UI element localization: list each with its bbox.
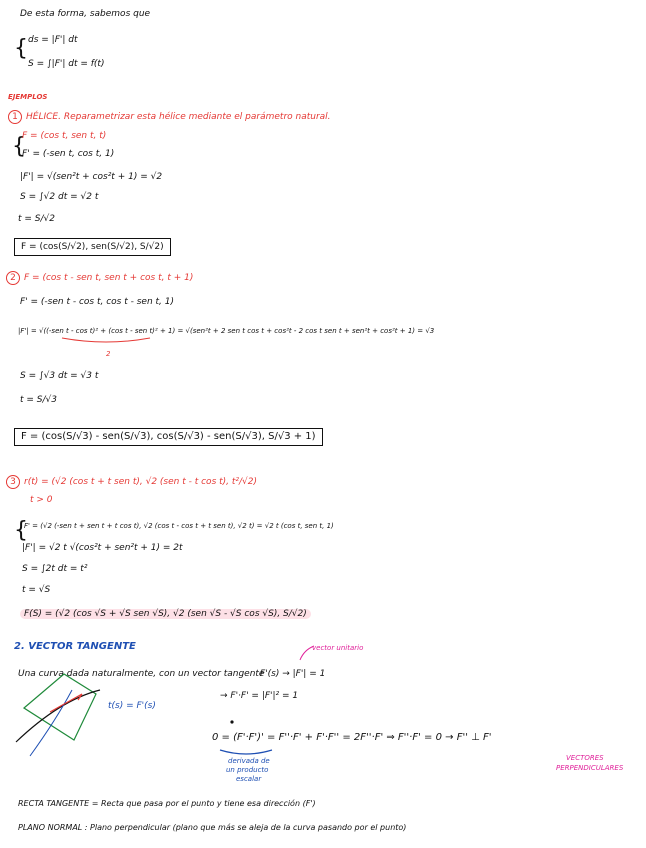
- curve-sketch: [16, 690, 100, 742]
- unit-vector-label: vector unitario: [312, 644, 364, 652]
- example-3-number: 3: [6, 475, 20, 489]
- ex2-line-2: |F'| = √((-sen t - cos t)² + (cos t - sen t)² + 1) = √(sen²t + 2 sen t cos t + cos²t - 2 cos t sen t + sen²t + cos²t + 1) = √3: [18, 327, 435, 335]
- system-brace: {: [14, 36, 28, 61]
- derivative-label-3: escalar: [236, 775, 262, 783]
- eq-s: S = ∫|F'| dt = f(t): [28, 59, 105, 69]
- ex1-brace: {: [12, 134, 26, 159]
- ex3-line-2: |F'| = √2 t √(cos²t + sen²t + 1) = 2t: [22, 543, 183, 553]
- intro-text: De esta forma, sabemos que: [20, 9, 151, 19]
- ex3-line-0: t > 0: [30, 495, 53, 505]
- ex1-line-5: t = S/√2: [18, 214, 55, 224]
- example-1-title-text: HÉLICE. Reparametrizar esta hélice mediante el parámetro natural.: [26, 112, 331, 122]
- example-2-title-text: F = (cos t - sen t, sen t + cos t, t + 1): [24, 273, 194, 283]
- derivative-dot: [230, 720, 233, 723]
- ex3-result-text: F(S) = (√2 (cos √S + √S sen √S), √2 (sen √S - √S cos √S), S/√2): [20, 609, 311, 619]
- ex1-result: F = (cos(S/√2), sen(S/√2), S/√2): [14, 238, 171, 256]
- ex3-line-4: t = √S: [22, 585, 51, 595]
- example-1-number: 1: [8, 110, 22, 124]
- ex1-line-1: F = (cos t, sen t, t): [22, 131, 107, 141]
- curve-blue-sketch: [30, 690, 72, 756]
- ex3-brace: {: [14, 518, 28, 543]
- ex2-note: 2: [106, 350, 111, 358]
- section-2-title: 2. VECTOR TANGENTE: [14, 641, 136, 652]
- unit-vector-arrow: [300, 646, 314, 660]
- perpendicular-label-2: PERPENDICULARES: [556, 764, 624, 772]
- ex2-underbrace: [62, 338, 150, 342]
- tangent-eq-3: 0 = (F'·F')' = F''·F' + F'·F'' = 2F''·F' ⇒ F''·F' = 0 → F'' ⊥ F': [212, 732, 492, 743]
- example-3-title-text: r(t) = (√2 (cos t + t sen t), √2 (sen t - t cos t), t²/√2): [24, 477, 258, 487]
- figure-label: t(s) = F'(s): [108, 701, 156, 711]
- derivative-label-1: derivada de: [228, 757, 270, 765]
- tangent-figure: [16, 674, 100, 756]
- tangent-eq-2: → F'·F' = |F'|² = 1: [220, 691, 299, 701]
- derivative-label-2: un producto: [226, 766, 269, 774]
- tangent-text-eq: F'(s) → |F'| = 1: [260, 669, 326, 679]
- ex1-line-2: F' = (-sen t, cos t, 1): [22, 149, 115, 159]
- example-2-number: 2: [6, 271, 20, 285]
- ex2-result: F = (cos(S/√3) - sen(S/√3), cos(S/√3) - sen(S/√3), S/√3 + 1): [14, 428, 323, 446]
- derivative-underbrace: [220, 750, 272, 754]
- ex1-line-3: |F'| = √(sen²t + cos²t + 1) = √2: [20, 172, 163, 182]
- ex2-line-1: F' = (-sen t - cos t, cos t - sen t, 1): [20, 297, 174, 307]
- tangent-text: Una curva dada naturalmente, con un vector tangente: [18, 669, 265, 679]
- tangent-line-definition: RECTA TANGENTE = Recta que pasa por el punto y tiene esa dirección (F'): [18, 799, 316, 808]
- examples-heading: EJEMPLOS: [8, 93, 48, 101]
- ex1-line-4: S = ∫√2 dt = √2 t: [20, 192, 99, 202]
- ex2-line-4: t = S/√3: [20, 395, 57, 405]
- ex2-line-3: S = ∫√3 dt = √3 t: [20, 371, 99, 381]
- ex3-line-1: F' = (√2 (-sen t + sen t + t cos t), √2 (cos t - cos t + t sen t), √2 t) = √2 t (cos t, sen t, 1): [24, 522, 334, 530]
- normal-plane-definition: PLANO NORMAL : Plano perpendicular (plano que más se aleja de la curva pasando por el punto): [18, 823, 407, 832]
- perpendicular-label-1: VECTORES: [566, 754, 604, 762]
- eq-ds: ds = |F'| dt: [28, 35, 78, 45]
- ex3-line-3: S = ∫2t dt = t²: [22, 564, 88, 574]
- tangent-vector-sketch: [50, 694, 82, 712]
